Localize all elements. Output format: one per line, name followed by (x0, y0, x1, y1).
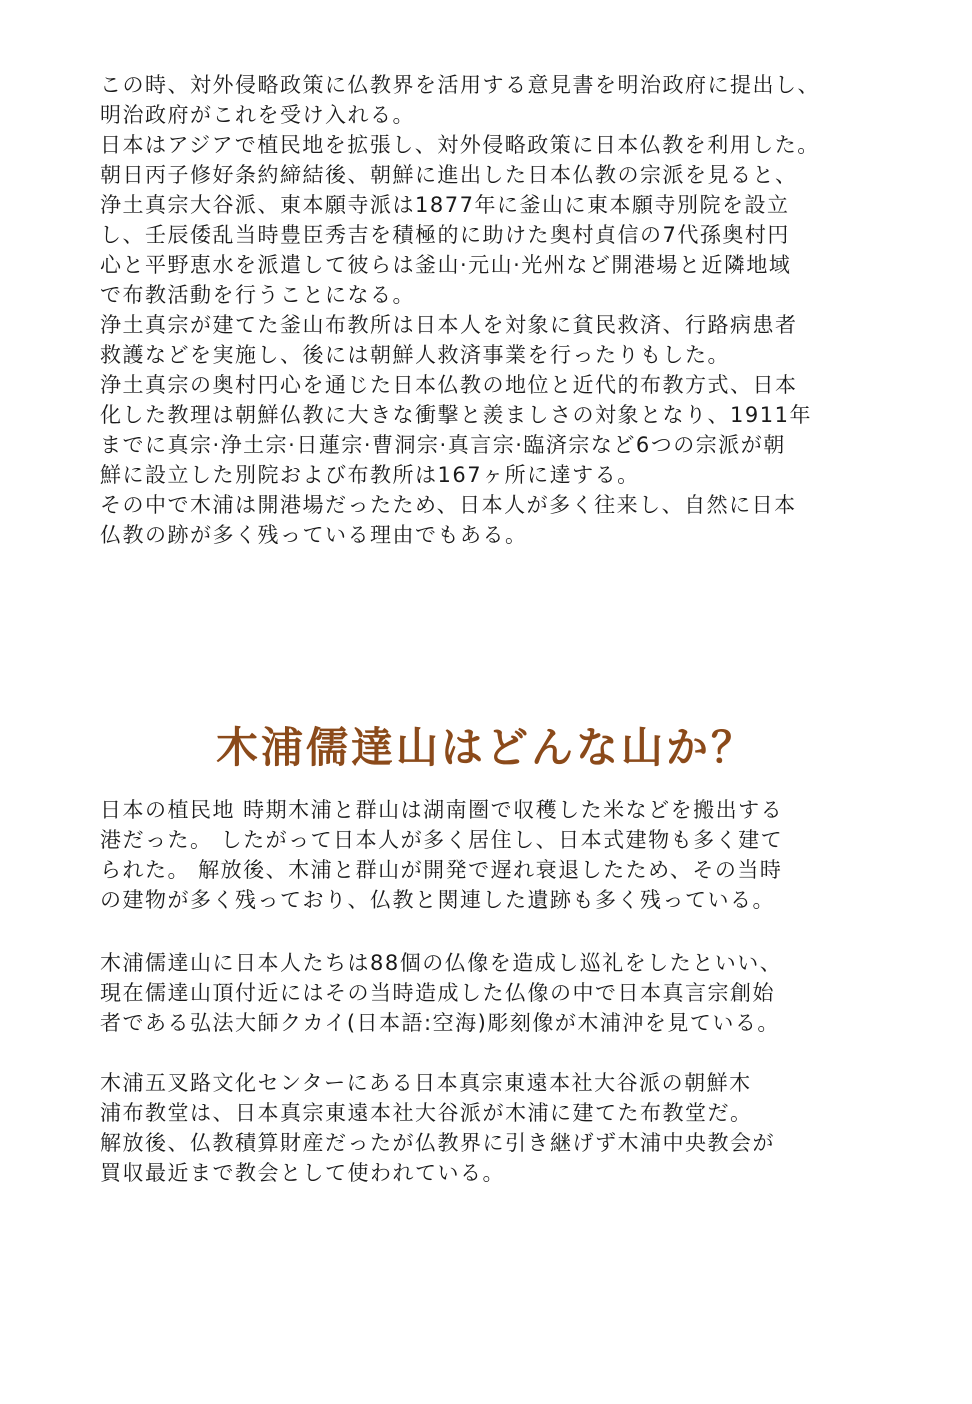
text-line: 救護などを実施し、後には朝鮮人救済事業を行ったりもした。 (100, 343, 730, 367)
text-line: 仏教の跡が多く残っている理由でもある。 (100, 523, 528, 547)
text-line: 日本はアジアで植民地を拡張し、対外侵略政策に日本仏教を利用した。 (100, 133, 820, 157)
text-line: 浄土真宗が建てた釜山布教所は日本人を対象に貧民救済、行路病患者 (100, 313, 798, 337)
text-line: の建物が多く残っており、仏教と関連した遺跡も多く残っている。 (100, 888, 775, 912)
text-line: 浄土真宗大谷派、東本願寺派は1877年に釜山に東本願寺別院を設立 (100, 193, 790, 217)
text-line: 解放後、仏教積算財産だったが仏教界に引き継げず木浦中央教会が (100, 1131, 775, 1155)
text-line: し、壬辰倭乱当時豊臣秀吉を積極的に助けた奥村貞信の7代孫奥村円 (100, 223, 790, 247)
text-line: 朝日丙子修好条約締結後、朝鮮に進出した日本仏教の宗派を見ると、 (100, 163, 798, 187)
text-line: 日本の植民地 時期木浦と群山は湖南圏で収穫した米などを搬出する (100, 798, 784, 822)
text-line: 者である弘法大師クカイ(日本語:空海)彫刻像が木浦沖を見ている。 (100, 1011, 780, 1035)
text-line: 化した教理は朝鮮仏教に大きな衝撃と羨ましさの対象となり、1911年 (100, 403, 812, 427)
paragraph-buddha-statues (100, 948, 900, 1038)
text-line: 現在儒達山頂付近にはその当時造成した仏像の中で日本真言宗創始 (100, 981, 775, 1005)
intro-text-block (100, 70, 900, 550)
paragraph-mission-hall (100, 1068, 900, 1188)
text-line: られた。 解放後、木浦と群山が開発で遅れ衰退したため、その当時 (100, 858, 783, 882)
section-heading: 木浦儒達山はどんな山か？ (215, 723, 756, 773)
text-line: その中で木浦は開港場だったため、日本人が多く往来し、自然に日本 (100, 493, 797, 517)
text-line: 港だった。 したがって日本人が多く居住し、日本式建物も多く建て (100, 828, 784, 852)
text-line: で布教活動を行うことになる。 (100, 283, 415, 307)
text-line: 木浦五叉路文化センターにある日本真宗東遠本社大谷派の朝鮮木 (100, 1071, 752, 1095)
text-line: までに真宗·浄土宗·日蓮宗·曹洞宗·真言宗·臨済宗など6つの宗派が朝 (100, 433, 786, 457)
text-line: 鮮に設立した別院および布教所は167ヶ所に達する。 (100, 463, 640, 487)
text-line: 明治政府がこれを受け入れる。 (100, 103, 415, 127)
text-line: 浄土真宗の奥村円心を通じた日本仏教の地位と近代的布教方式、日本 (100, 373, 798, 397)
text-line: 心と平野恵水を派遣して彼らは釜山·元山·光州など開港場と近隣地域 (100, 253, 792, 277)
text-line: 浦布教堂は、日本真宗東遠本社大谷派が木浦に建てた布教堂だ。 (100, 1101, 753, 1125)
section-heading-wrap (0, 688, 972, 808)
text-line: 木浦儒達山に日本人たちは88個の仏像を造成し巡礼をしたといい、 (100, 951, 783, 975)
text-line: この時、対外侵略政策に仏教界を活用する意見書を明治政府に提出し、 (100, 73, 820, 97)
paragraph-colonial-period (100, 795, 900, 915)
text-line: 買収最近まで教会として使われている。 (100, 1161, 505, 1185)
